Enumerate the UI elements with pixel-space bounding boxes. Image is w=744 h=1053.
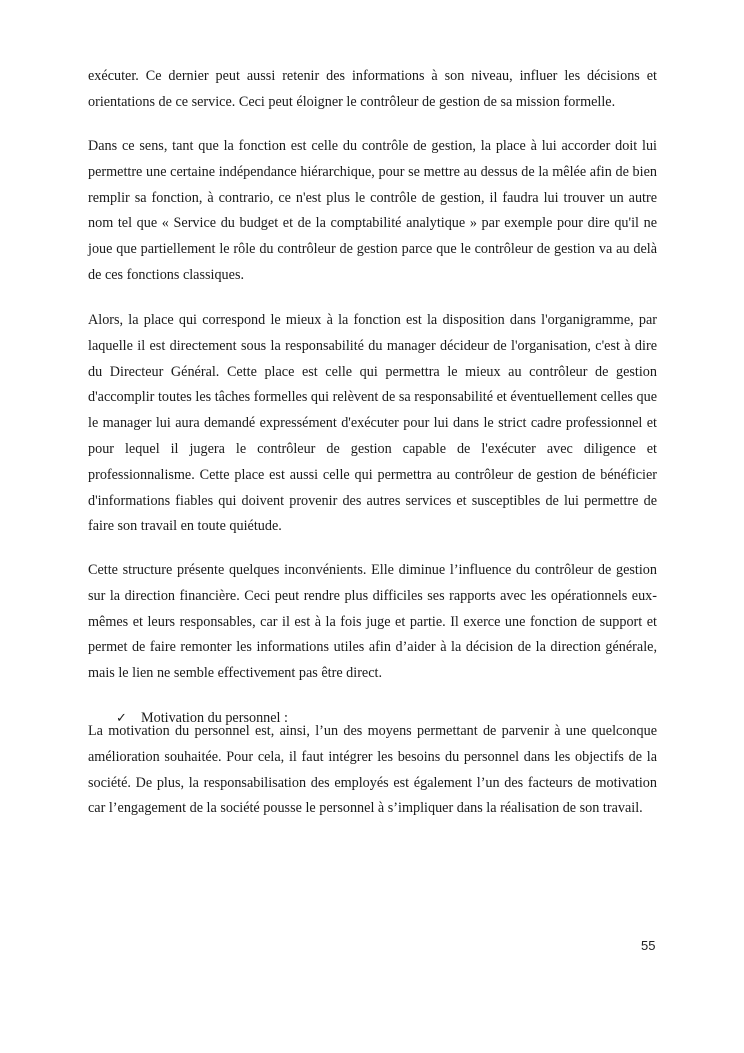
paragraph-4: Cette structure présente quelques inconvénients. Elle diminue l’influence du contrôleur de gestion sur la direction financière. Ceci peut rendre plus difficiles ses rapports avec les opérationnels eux-mêmes et leurs responsables, car il est à la fois juge et partie. Il exerce une fonction de support et permet de faire remonter les informations utiles afin d’aider à la décision de la direction générale, mais le lien ne semble effectivement pas être direct.: [88, 562, 657, 682]
paragraph-2: Dans ce sens, tant que la fonction est celle du contrôle de gestion, la place à lui accorder doit lui permettre une certaine indépendance hiérarchique, pour se mettre au dessus de la mêlée afin de bien remplir sa fonction, à contrario, ce n'est plus le contrôle de gestion, il faudra lui trouver un autre nom tel que « Service du budget et de la comptabilité analytique » par exemple pour dire qu'il ne joue que partiellement le rôle du contrôleur de gestion parce que le contrôleur de gestion va au delà de ces fonctions classiques.: [88, 138, 657, 283]
bullet-label: Motivation du personnel :: [141, 710, 288, 726]
checkmark-icon: ✓: [116, 711, 127, 726]
paragraph-3: Alors, la place qui correspond le mieux à la fonction est la disposition dans l'organigramme, par laquelle il est directement sous la responsabilité du manager décideur de l'organisation, c'est à dire du Directeur Général. Cette place est celle qui permettra le mieux au contrôleur de gestion d'accomplir toutes les tâches formelles qui relèvent de sa responsabilité et éventuellement celles que le manager lui aura demandé expressément d'exécuter pour lui dans le strict cadre professionnel et pour lequel il jugera le contrôleur de gestion capable de l'exécuter avec diligence et professionnalisme. Cette place est aussi celle qui permettra au contrôleur de gestion de bénéficier d'informations fiables qui doivent provenir des autres services et susceptibles de lui permettre de faire son travail en toute quiétude.: [88, 312, 657, 535]
paragraph-5: La motivation du personnel est, ainsi, l’un des moyens permettant de parvenir à une quelconque amélioration souhaitée. Pour cela, il faut intégrer les besoins du personnel dans les objectifs de la société. De plus, la responsabilisation des employés est également l’un des facteurs de motivation car l’engagement de la société pousse le personnel à s’impliquer dans la réalisation de son travail.: [88, 723, 657, 817]
page-number: 55: [641, 938, 656, 953]
paragraph-1: exécuter. Ce dernier peut aussi retenir des informations à son niveau, influer les décisions et orientations de ce service. Ceci peut éloigner le contrôleur de gestion de sa mission formelle.: [88, 68, 657, 110]
